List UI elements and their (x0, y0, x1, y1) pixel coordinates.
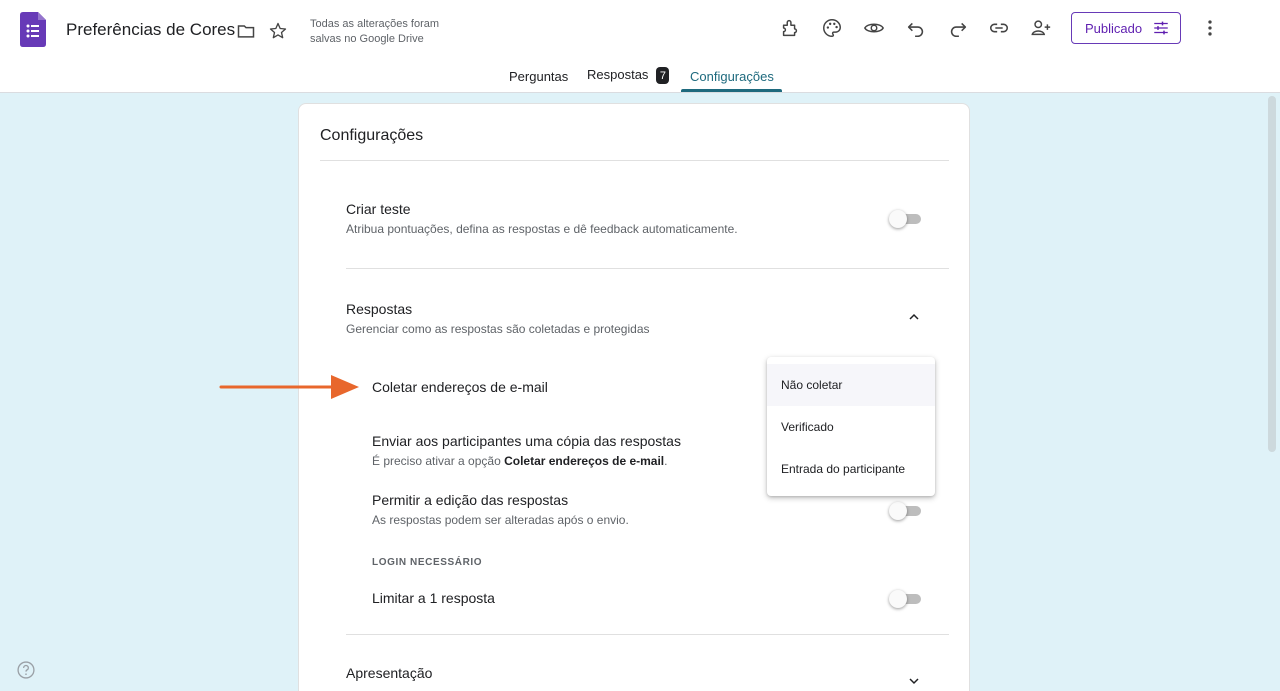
responses-section-title: Respostas (346, 301, 413, 317)
tab-questions[interactable]: Perguntas (509, 69, 569, 84)
settings-sliders-icon (1152, 19, 1170, 37)
collapse-chevron-up-icon[interactable] (900, 303, 928, 331)
google-forms-logo-icon[interactable] (20, 12, 46, 47)
copy-link-icon[interactable] (985, 14, 1013, 42)
move-to-folder-icon[interactable] (232, 17, 260, 45)
document-title[interactable]: Preferências de Cores (66, 20, 236, 39)
preview-eye-icon[interactable] (860, 14, 888, 42)
annotation-arrow-icon (219, 373, 361, 401)
active-tab-indicator (681, 89, 782, 92)
quiz-setting-title: Criar teste (346, 201, 411, 217)
limit-one-toggle[interactable] (889, 588, 921, 608)
star-icon[interactable] (264, 17, 292, 45)
limit-one-toggle-knob (889, 590, 907, 608)
collect-emails-dropdown (767, 357, 935, 496)
app-header (0, 0, 1280, 93)
dropdown-option-respondent-input[interactable]: Entrada do participante (781, 462, 906, 476)
quiz-setting-subtitle: Atribua pontuações, defina as respostas e dê feedback automaticamente. (346, 222, 738, 236)
login-required-heading: LOGIN NECESSÁRIO (372, 557, 483, 568)
responses-count-badge: 7 (656, 67, 669, 84)
palette-icon[interactable] (818, 14, 846, 42)
help-icon[interactable] (16, 660, 36, 680)
presentation-section-title: Apresentação (346, 665, 433, 681)
form-tabs (0, 60, 1280, 93)
collect-emails-label: Coletar endereços de e-mail (372, 379, 548, 395)
responses-divider (346, 634, 949, 635)
tab-settings[interactable]: Configurações (690, 69, 774, 84)
expand-chevron-down-icon[interactable] (900, 667, 928, 691)
send-copy-label: Enviar aos participantes uma cópia das respostas (372, 433, 681, 449)
save-status: Todas as alterações foram salvas no Google Drive (310, 18, 440, 45)
tab-responses[interactable] (587, 67, 669, 84)
limit-one-label: Limitar a 1 resposta (372, 590, 495, 606)
published-button[interactable] (1071, 12, 1181, 44)
send-copy-hint-suffix: . (664, 454, 668, 468)
allow-edit-toggle[interactable] (889, 500, 921, 520)
send-copy-hint (372, 454, 667, 468)
redo-icon[interactable] (944, 14, 972, 42)
tab-responses-label: Respostas (587, 67, 649, 82)
allow-edit-subtitle: As respostas podem ser alteradas após o envio. (372, 513, 629, 527)
quiz-divider (346, 268, 949, 269)
quiz-toggle[interactable] (889, 208, 921, 228)
allow-edit-label: Permitir a edição das respostas (372, 492, 569, 508)
quiz-toggle-knob (889, 210, 907, 228)
settings-title: Configurações (320, 127, 424, 144)
send-copy-hint-bold: Coletar endereços de e-mail (504, 454, 665, 468)
add-collaborator-icon[interactable] (1027, 14, 1055, 42)
more-options-icon[interactable] (1196, 14, 1224, 42)
title-divider (320, 160, 949, 161)
send-copy-hint-prefix: É preciso ativar a opção (372, 454, 505, 468)
dropdown-option-do-not-collect[interactable]: Não coletar (767, 364, 935, 406)
dropdown-option-verified[interactable]: Verificado (781, 420, 834, 434)
published-label: Publicado (1085, 20, 1143, 36)
undo-icon[interactable] (902, 14, 930, 42)
add-ons-icon[interactable] (776, 14, 804, 42)
responses-section-subtitle: Gerenciar como as respostas são coletadas e protegidas (346, 322, 650, 336)
page-scrollbar[interactable] (1268, 96, 1276, 452)
allow-edit-toggle-knob (889, 502, 907, 520)
